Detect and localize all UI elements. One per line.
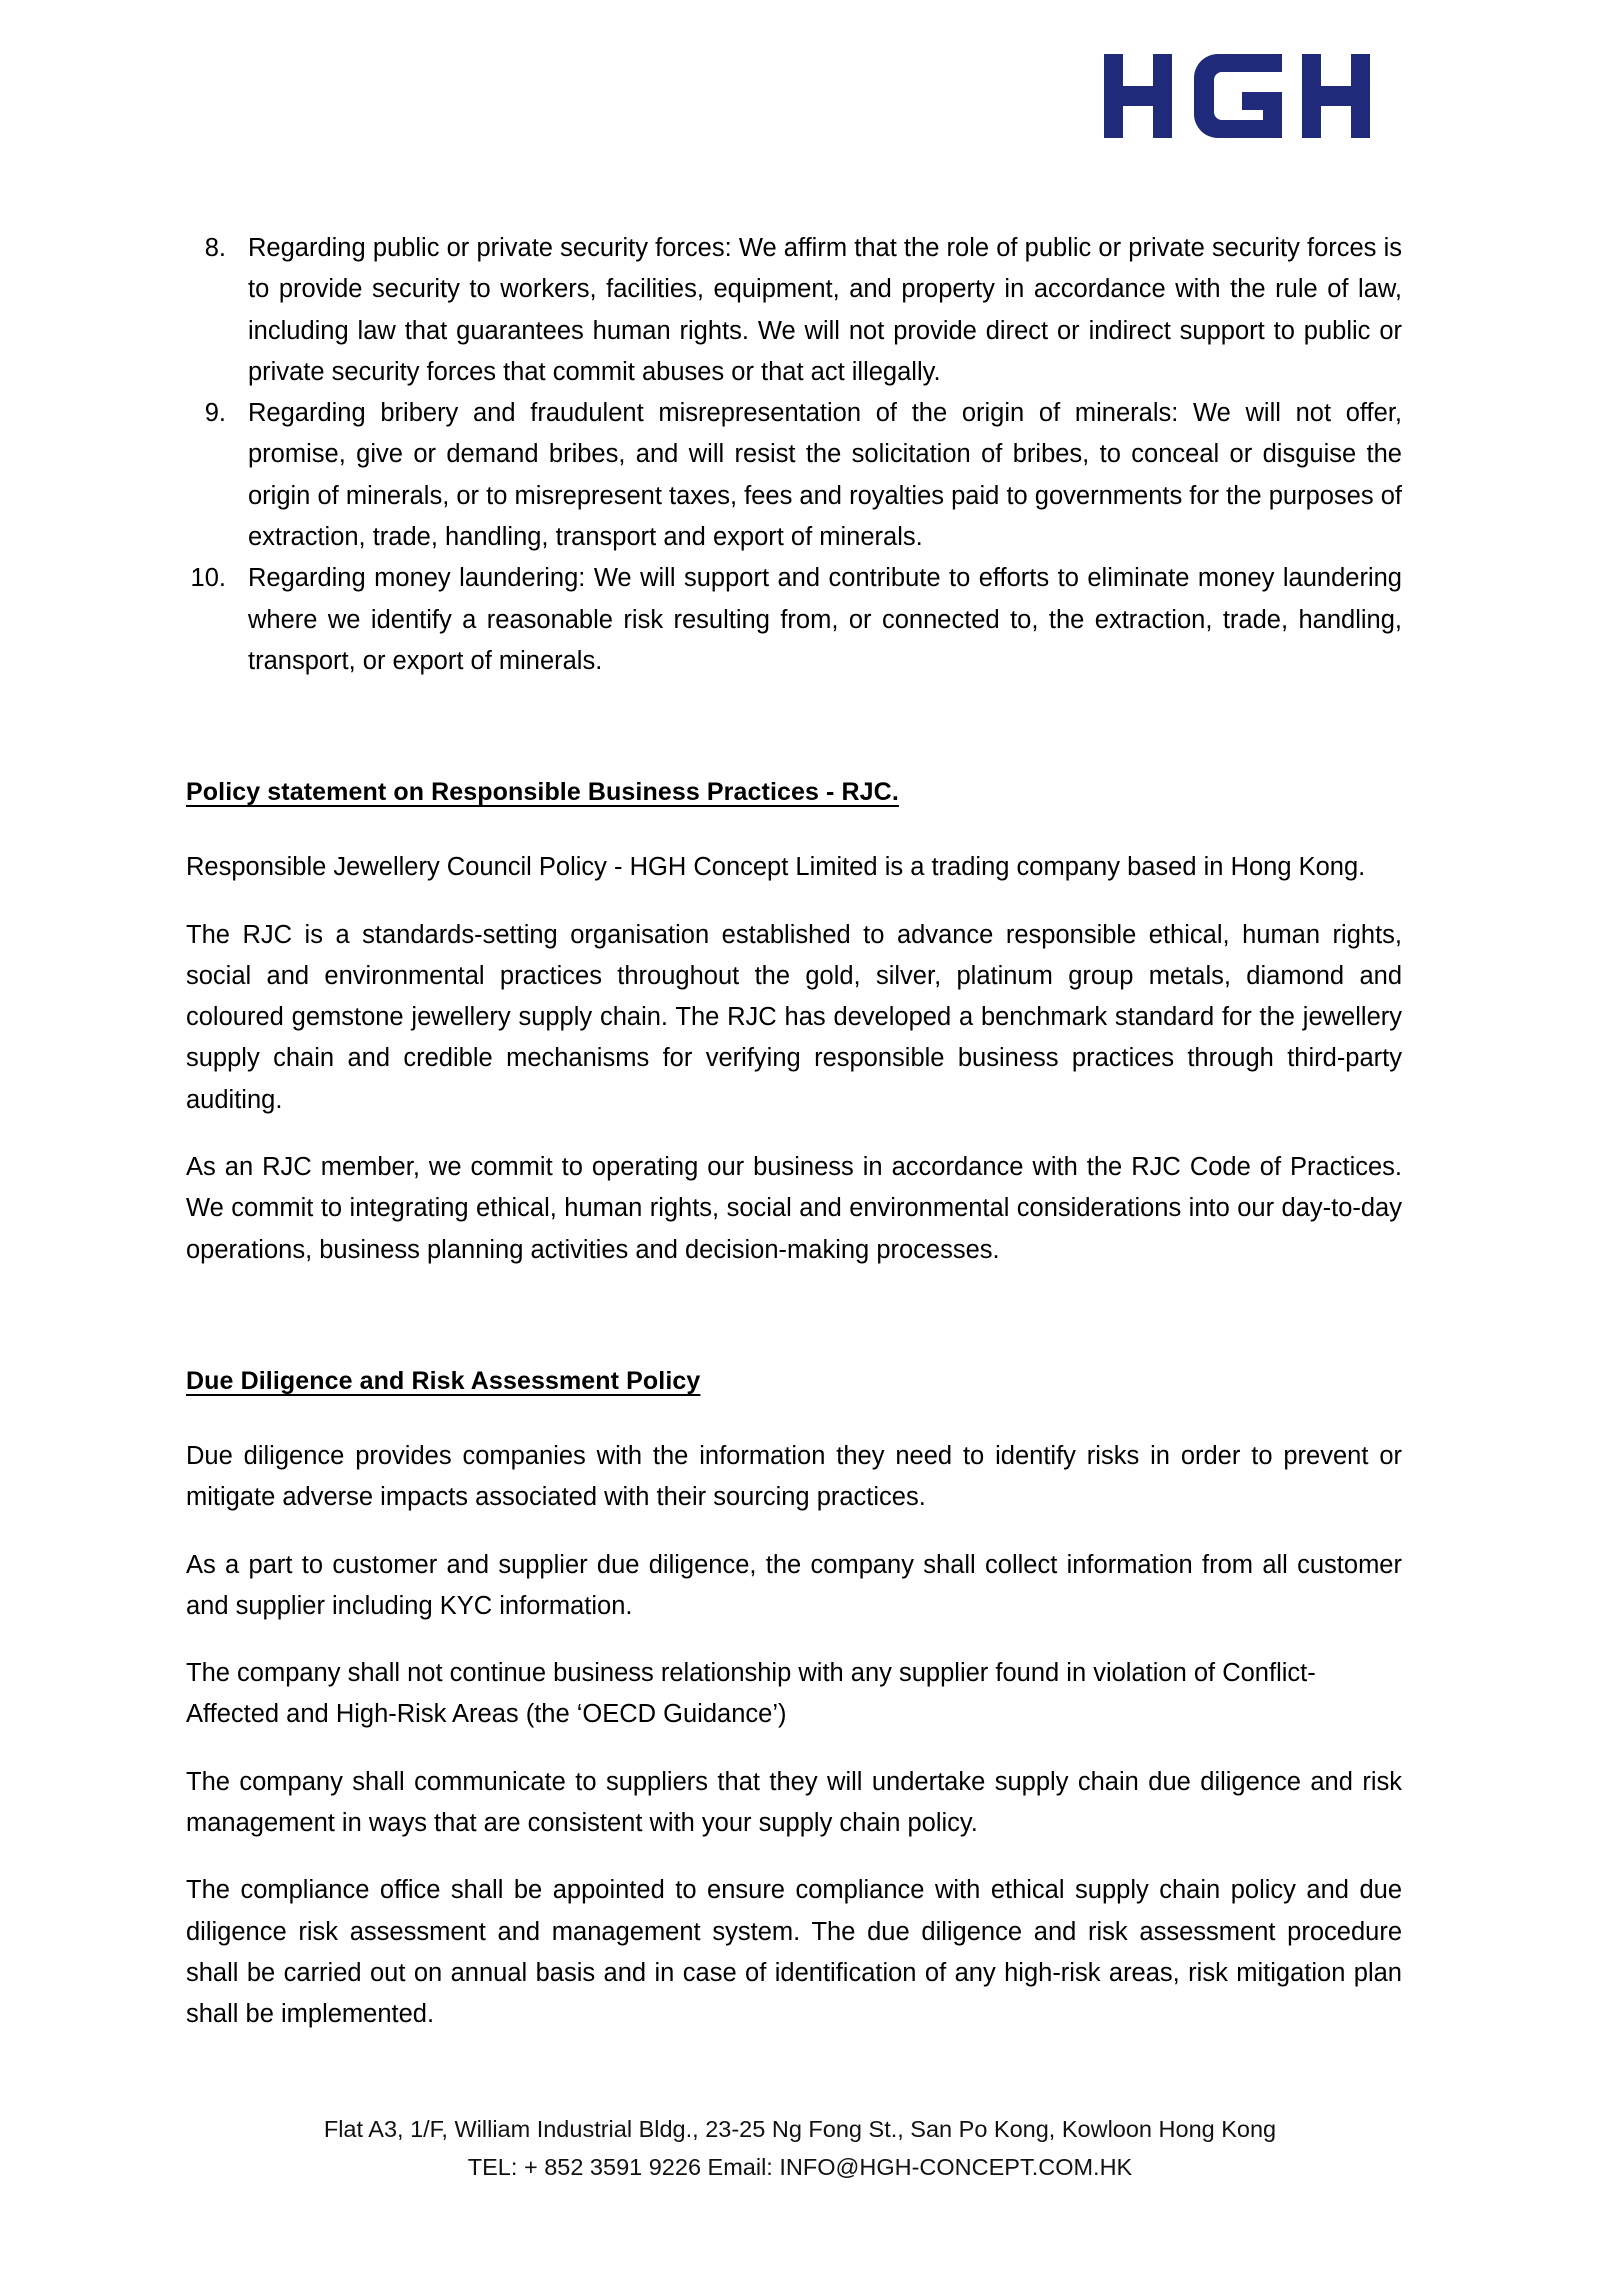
spacer <box>186 1844 1402 1870</box>
spacer <box>186 1627 1402 1653</box>
spacer <box>186 1271 1402 1367</box>
document-body <box>186 228 1402 2036</box>
spacer <box>186 1736 1402 1762</box>
footer-contact: TEL: + 852 3591 9226 Email: INFO@HGH-CONCEPT.COM.HK <box>467 2153 1133 2180</box>
list-item <box>186 393 1402 558</box>
spacer <box>186 1121 1402 1147</box>
spacer <box>186 1396 1402 1436</box>
spacer <box>186 682 1402 778</box>
list-item-number: 9. <box>204 399 226 428</box>
page-footer <box>0 2110 1600 2186</box>
list-item-text: Regarding bribery and fraudulent misrepresentation of the origin of minerals: We will not offer, promise, give or demand bribes, and will resist the solicitation of bribes, to conceal or disguise the origin of minerals, or to misrepresent taxes, fees and royalties paid to governments for the purposes of extraction, trade, handling, transport and export of minerals. <box>248 399 1402 552</box>
paragraph: Responsible Jewellery Council Policy - HGH Concept Limited is a trading company based in Hong Kong. <box>186 853 1366 882</box>
section-due-diligence <box>186 1367 1402 2036</box>
list-item-number: 10. <box>190 564 226 593</box>
section-heading: Policy statement on Responsible Business Practices - RJC. <box>186 778 899 807</box>
paragraph: Due diligence provides companies with the information they need to identify risks in order to prevent or mitigate adverse impacts associated with their sourcing practices. <box>186 1441 1402 1512</box>
list-item-text: Regarding money laundering: We will support and contribute to efforts to eliminate money laundering where we identify a reasonable risk resulting from, or connected to, the extraction, trade, handling, transport, or export of minerals. <box>248 564 1402 675</box>
section-heading: Due Diligence and Risk Assessment Policy <box>186 1366 701 1395</box>
spacer <box>186 807 1402 847</box>
paragraph: The company shall not continue business relationship with any supplier found in violation of Conflict-Affected and High-Risk Areas (the ‘OECD Guidance’) <box>186 1659 1316 1729</box>
spacer <box>186 1519 1402 1545</box>
paragraph: The company shall communicate to suppliers that they will undertake supply chain due diligence and risk management in ways that are consistent with your supply chain policy. <box>186 1767 1402 1838</box>
list-item-text: Regarding public or private security forces: We affirm that the role of public or private security forces is to provide security to workers, facilities, equipment, and property in accordance with the rule of law, including law that guarantees human rights. We will not provide direct or indirect support to public or private security forces that commit abuses or that act illegally. <box>248 234 1402 386</box>
list-item <box>186 558 1402 682</box>
paragraph: The RJC is a standards-setting organisation established to advance responsible ethical, human rights, social and environmental practices throughout the gold, silver, platinum group metals, diamond and coloured gemstone jewellery supply chain. The RJC has developed a benchmark standard for the jewellery supply chain and credible mechanisms for verifying responsible business practices through third-party auditing. <box>186 920 1402 1114</box>
section-policy-statement <box>186 778 1402 1271</box>
list-item-number: 8. <box>204 234 226 262</box>
list-item <box>186 228 1402 393</box>
paragraph: The compliance office shall be appointed to ensure compliance with ethical supply chain policy and due diligence risk assessment and management system. The due diligence and risk assessment procedure shall be carried out on annual basis and in case of identification of any high-risk areas, risk mitigation plan shall be implemented. <box>186 1876 1402 2029</box>
spacer <box>186 889 1402 915</box>
paragraph: As an RJC member, we commit to operating our business in accordance with the RJC Code of Practices. We commit to integrating ethical, human rights, social and environmental considerations into our day-to-day operations, business planning activities and decision-making processes. <box>186 1153 1402 1264</box>
paragraph: As a part to customer and supplier due diligence, the company shall collect information from all customer and supplier including KYC information. <box>186 1550 1402 1620</box>
numbered-list <box>186 228 1402 682</box>
hgh-logo <box>1102 48 1432 144</box>
footer-address: Flat A3, 1/F, William Industrial Bldg., 23-25 Ng Fong St., San Po Kong, Kowloon Hong Kong <box>323 2115 1277 2142</box>
